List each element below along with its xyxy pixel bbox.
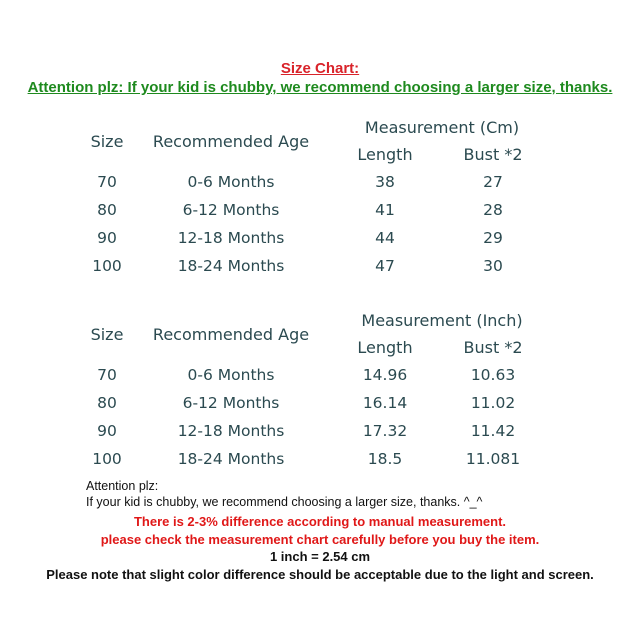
cell-size: 80 [97,394,117,412]
cell-bust: 10.63 [470,366,516,384]
cell-age: 18-24 Months [177,257,285,275]
inch-conversion-note: 1 inch = 2.54 cm [269,549,371,564]
size-chart-title: Size Chart: [280,60,360,77]
cell-bust: 11.02 [470,394,516,412]
cell-size: 90 [97,422,117,440]
size-table-inch [0,308,640,478]
size-table-cm [0,115,640,285]
attention-label: Attention plz: [86,479,159,493]
cell-length: 16.14 [362,394,408,412]
header-bust: Bust *2 [463,338,523,357]
header-bust: Bust *2 [463,145,523,164]
cell-bust: 30 [483,257,503,275]
cell-age: 0-6 Months [187,173,275,191]
cell-size: 100 [92,450,122,468]
difference-note: There is 2-3% difference according to manual measurement. [133,514,507,529]
cell-age: 6-12 Months [182,394,280,412]
cell-size: 100 [92,257,122,275]
cell-size: 90 [97,229,117,247]
cell-length: 18.5 [367,450,403,468]
header-length: Length [357,145,413,164]
check-measurement-note: please check the measurement chart carefully before you buy the item. [100,532,540,547]
header-measurement: Measurement (Cm) [364,118,520,137]
cell-length: 14.96 [362,366,408,384]
cell-bust: 11.081 [465,450,521,468]
cell-size: 80 [97,201,117,219]
cell-size: 70 [97,366,117,384]
cell-age: 12-18 Months [177,229,285,247]
header-recommended-age: Recommended Age [152,132,310,151]
cell-length: 41 [375,201,395,219]
cell-age: 18-24 Months [177,450,285,468]
cell-size: 70 [97,173,117,191]
header-length: Length [357,338,413,357]
cell-length: 38 [375,173,395,191]
header-measurement: Measurement (Inch) [361,311,523,330]
cell-bust: 29 [483,229,503,247]
cell-age: 6-12 Months [182,201,280,219]
header-size: Size [90,132,124,151]
cell-age: 12-18 Months [177,422,285,440]
cell-bust: 11.42 [470,422,516,440]
cell-length: 17.32 [362,422,408,440]
chubby-note: If your kid is chubby, we recommend choosing a larger size, thanks. ^_^ [86,495,483,509]
cell-bust: 27 [483,173,503,191]
header-size: Size [90,325,124,344]
header-recommended-age: Recommended Age [152,325,310,344]
cell-length: 44 [375,229,395,247]
color-difference-note: Please note that slight color difference should be acceptable due to the light and screen. [46,567,594,582]
cell-bust: 28 [483,201,503,219]
cell-length: 47 [375,257,395,275]
cell-age: 0-6 Months [187,366,275,384]
attention-banner: Attention plz: If your kid is chubby, we recommend choosing a larger size, thanks. [27,79,613,96]
